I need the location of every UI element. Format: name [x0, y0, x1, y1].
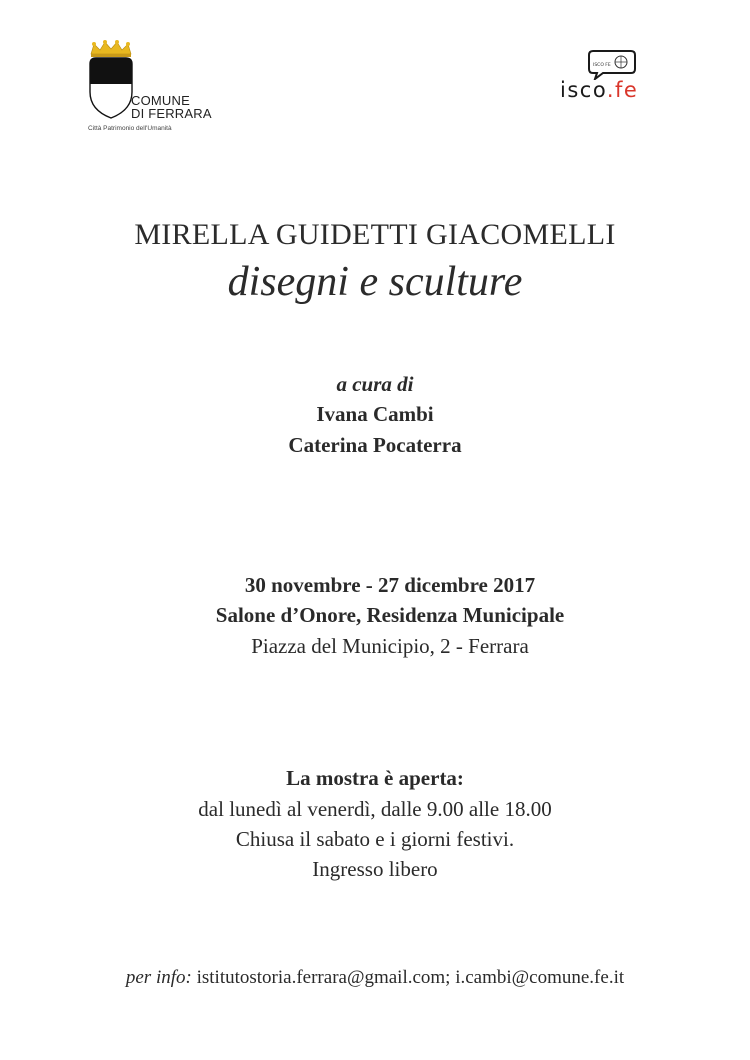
event-address: Piazza del Municipio, 2 - Ferrara	[251, 634, 529, 658]
isco-dot: .	[606, 78, 615, 102]
opening-hours-line: dal lunedì al venerdì, dalle 9.00 alle 18.00	[198, 797, 552, 821]
comune-name-line2: DI FERRARA	[131, 106, 212, 121]
contact-emails: istitutostoria.ferrara@gmail.com; i.cambi@comune.fe.it	[196, 967, 625, 988]
comune-tagline: Città Patrimonio dell'Umanità	[88, 125, 172, 132]
curator-name: Caterina Pocaterra	[288, 433, 462, 457]
artist-name: MIRELLA GUIDETTI GIACOMELLI	[134, 218, 616, 251]
isco-fe-logo	[560, 48, 680, 108]
comune-name-line1: COMUNE	[131, 93, 190, 108]
opening-label: La mostra è aperta:	[286, 766, 464, 790]
comune-ferrara-logo	[86, 40, 226, 150]
isco-main: isco	[560, 78, 607, 102]
event-venue: Salone d’Onore, Residenza Municipale	[215, 603, 565, 627]
bubble-text: ISCO FE	[593, 63, 611, 68]
isco-wordmark	[560, 78, 638, 102]
exhibit-title: disegni e sculture	[227, 259, 523, 305]
ferrara-crest-icon	[86, 40, 136, 120]
isco-suffix: fe	[615, 78, 639, 102]
curator-name: Ivana Cambi	[316, 402, 434, 426]
speech-bubble-icon	[587, 48, 637, 80]
event-dates: 30 novembre - 27 dicembre 2017	[244, 573, 536, 597]
opening-hours-line: Ingresso libero	[312, 857, 438, 881]
curated-by-label: a cura di	[336, 372, 414, 396]
contact-info	[0, 967, 750, 989]
comune-name	[131, 94, 212, 120]
contact-label: per info:	[125, 967, 192, 988]
opening-hours-line: Chiusa il sabato e i giorni festivi.	[235, 827, 515, 851]
